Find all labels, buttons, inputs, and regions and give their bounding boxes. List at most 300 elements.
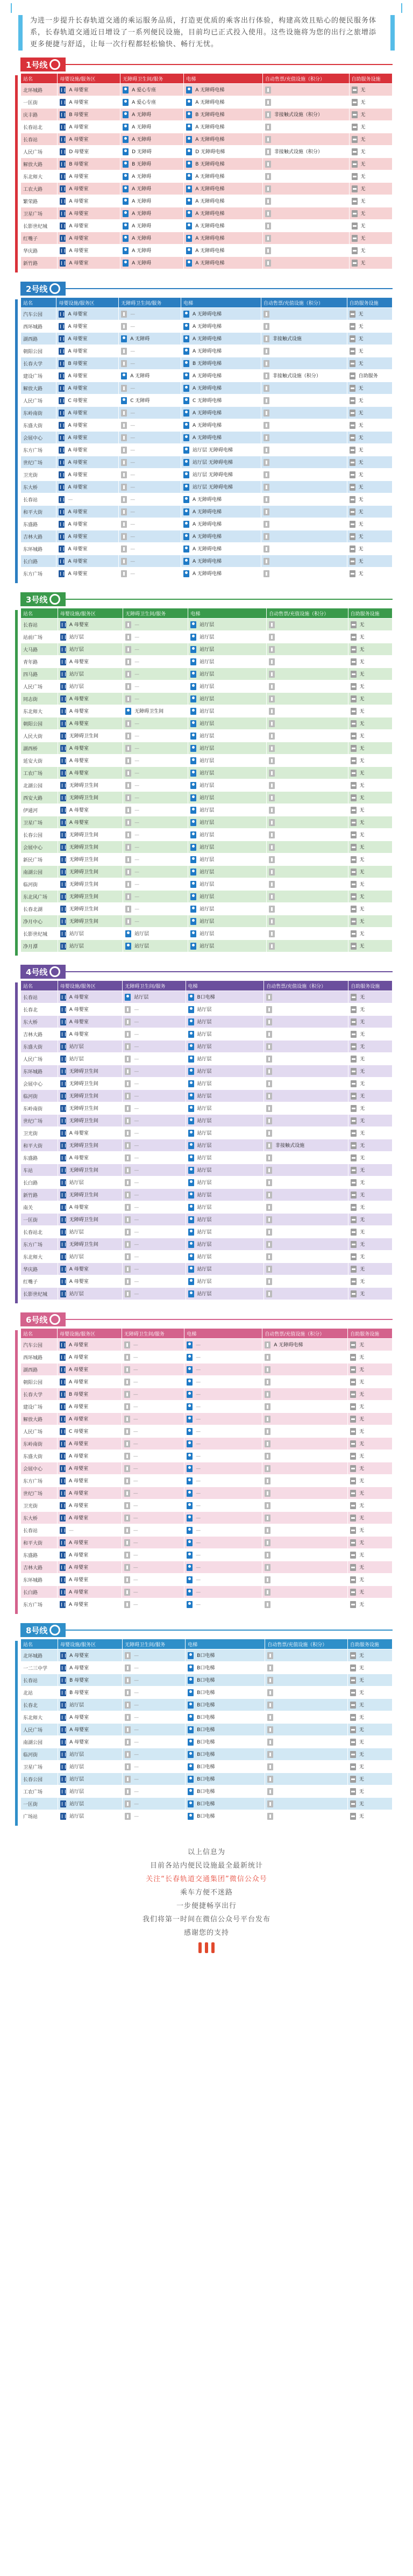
nursing-icon <box>60 1229 66 1236</box>
facility-text: 站厅层 <box>200 944 215 949</box>
accessible-icon <box>124 1453 130 1460</box>
table-row <box>21 232 393 245</box>
service-icon <box>352 223 358 229</box>
accessible-icon <box>121 546 127 552</box>
facility-cell <box>58 1251 123 1263</box>
column-header: 站名 <box>21 1639 58 1649</box>
line-rail <box>15 1641 18 1826</box>
station-label: 长春站 <box>23 137 38 143</box>
station-label: 世纪广场 <box>23 1491 43 1497</box>
nursing-icon <box>60 1006 66 1013</box>
accessible-icon <box>125 1216 131 1223</box>
facility-text: — <box>133 1527 138 1533</box>
ticket-icon <box>266 1179 272 1186</box>
table-row <box>21 1053 393 1065</box>
facility-text: A 母婴室 <box>68 448 88 453</box>
accessible-icon <box>125 658 131 665</box>
elevator-icon <box>188 1751 194 1758</box>
elevator-icon <box>188 1776 194 1783</box>
facility-cell <box>348 829 392 841</box>
accessible-icon <box>125 621 131 628</box>
table-row <box>21 207 393 220</box>
facility-text: 站厅层 <box>200 919 215 924</box>
facility-cell <box>184 1499 262 1512</box>
facility-text: 无 <box>360 1118 365 1124</box>
facility-cell <box>181 382 261 394</box>
station-label: 南关 <box>23 1205 33 1211</box>
elevator-icon <box>186 223 192 229</box>
column-header: 自助服务设施 <box>347 1639 392 1649</box>
table-row <box>21 407 393 419</box>
facility-cell <box>348 1127 393 1139</box>
facility-cell <box>123 991 186 1003</box>
facility-cell <box>123 1748 186 1761</box>
facility-cell <box>58 1351 122 1364</box>
ticket-icon <box>266 1192 272 1199</box>
accessible-icon <box>121 484 127 491</box>
ticket-icon <box>264 459 269 466</box>
elevator-icon <box>190 930 196 937</box>
accessible-icon <box>123 198 129 205</box>
facility-text: — <box>130 460 136 465</box>
facility-cell <box>267 816 348 829</box>
facility-text: 无 <box>359 1479 365 1484</box>
station-label: 一匡街 <box>23 1802 38 1807</box>
station-label: 东大桥 <box>23 1516 38 1522</box>
elevator-icon <box>183 372 189 379</box>
accessible-icon <box>125 1068 131 1075</box>
facility-text: 无障碍卫生间 <box>69 1193 98 1198</box>
station-label: 一二三中学 <box>23 1666 48 1671</box>
facility-text: 站厅层 <box>197 1254 212 1260</box>
accessible-icon <box>121 410 127 417</box>
facility-cell <box>348 1201 393 1214</box>
facility-cell <box>119 469 181 481</box>
ticket-icon <box>266 1266 272 1273</box>
facility-cell <box>58 1388 122 1401</box>
station-label: 净月潭 <box>23 944 38 950</box>
facility-text: 无 <box>359 907 365 912</box>
facility-text: A 无障碍 <box>132 236 152 241</box>
facility-text: — <box>134 1813 139 1819</box>
service-icon <box>352 198 358 205</box>
facility-text: A 爱心专座 <box>132 88 156 93</box>
facility-text: 站厅层 <box>200 697 215 702</box>
table-row <box>21 220 393 232</box>
facility-text: A 母婴室 <box>69 186 89 192</box>
accessible-icon <box>125 869 131 876</box>
facility-text: A 母婴室 <box>69 1131 89 1136</box>
facility-cell <box>188 730 267 742</box>
facility-cell <box>262 1574 348 1586</box>
facility-text: A 母婴室 <box>69 659 89 665</box>
nursing-icon <box>60 1564 66 1571</box>
facility-cell <box>261 530 347 543</box>
facility-cell <box>262 183 349 195</box>
facility-cell <box>188 755 267 767</box>
service-icon <box>351 1142 357 1149</box>
facility-cell <box>184 207 263 220</box>
facility-text: 无 <box>359 1380 365 1385</box>
facility-table <box>20 980 393 1300</box>
facility-cell <box>58 841 123 853</box>
column-header: 站名 <box>21 981 58 991</box>
station-label: 站前广场 <box>23 635 43 641</box>
station-name <box>21 1724 58 1736</box>
facility-text: A 无障碍 <box>132 211 152 217</box>
facility-text: A 无障碍电梯 <box>192 559 222 564</box>
nursing-icon <box>60 1552 66 1559</box>
accessible-icon <box>125 1241 131 1248</box>
facility-text: 站厅层 <box>200 721 215 727</box>
facility-cell <box>184 1339 262 1351</box>
top-decoration <box>0 0 413 15</box>
facility-text: A 母婴室 <box>68 547 88 552</box>
facility-text: — <box>134 622 140 628</box>
station-name <box>21 730 58 742</box>
facility-cell <box>186 1699 265 1711</box>
station-name <box>21 1761 58 1773</box>
station-label: 东岭南街 <box>23 1106 43 1112</box>
facility-cell <box>188 891 267 903</box>
facility-cell <box>348 1275 393 1288</box>
elevator-icon <box>188 1130 194 1137</box>
nursing-icon <box>60 1751 66 1758</box>
ticket-icon <box>269 893 275 900</box>
accessible-icon <box>124 1366 130 1373</box>
facility-cell <box>347 1649 392 1662</box>
facility-text: A 无障碍电梯 <box>192 534 222 540</box>
facility-text: 无 <box>360 1044 365 1050</box>
facility-text: A 无障碍电梯 <box>192 386 222 391</box>
nursing-icon <box>59 372 65 379</box>
ticket-icon <box>266 1229 272 1236</box>
elevator-icon <box>183 459 189 466</box>
facility-cell <box>349 183 392 195</box>
table-row <box>21 742 393 755</box>
elevator-icon <box>188 1080 194 1087</box>
nursing-icon <box>60 856 66 863</box>
facility-cell <box>58 158 120 170</box>
ticket-icon <box>266 1278 272 1285</box>
facility-cell <box>188 656 267 668</box>
nursing-icon <box>60 1490 66 1497</box>
facility-text: — <box>134 844 140 850</box>
facility-text: 站厅层 <box>197 1069 212 1074</box>
elevator-icon <box>187 1490 193 1497</box>
facility-text: 无 <box>358 510 364 515</box>
facility-cell <box>123 1810 186 1822</box>
nursing-icon <box>60 136 66 143</box>
facility-text: 无 <box>360 1230 365 1235</box>
accessible-icon <box>125 794 131 801</box>
nursing-icon <box>59 570 65 577</box>
elevator-icon <box>188 1105 194 1112</box>
facility-cell <box>265 1748 348 1761</box>
facility-cell <box>123 1214 186 1226</box>
service-icon <box>350 1576 356 1583</box>
intro-block <box>26 15 387 51</box>
facility-cell <box>119 543 181 555</box>
elevator-icon <box>190 943 196 950</box>
facility-cell <box>184 195 263 207</box>
facility-cell <box>184 1549 262 1561</box>
ticket-icon <box>265 1552 270 1559</box>
accessible-icon <box>125 1739 131 1746</box>
line-section <box>0 57 413 275</box>
table-row <box>21 518 393 530</box>
accessible-icon <box>125 1266 131 1273</box>
facility-cell <box>123 1699 186 1711</box>
station-label: 汽车公园 <box>23 312 43 318</box>
ticket-icon <box>265 210 271 217</box>
station-label: 长春站北 <box>23 125 43 131</box>
elevator-icon <box>188 1031 194 1038</box>
station-name <box>21 84 58 96</box>
facility-text: 无障碍卫生间 <box>69 1168 98 1173</box>
column-header: 自动售票/充值设施（积分） <box>261 298 347 308</box>
nursing-icon <box>60 1726 66 1733</box>
facility-cell <box>184 245 263 257</box>
facility-text: 无障碍卫生间 <box>69 833 98 838</box>
facility-cell <box>122 1524 184 1537</box>
ticket-icon <box>269 757 275 764</box>
facility-cell <box>348 1176 393 1189</box>
facility-cell <box>58 1115 123 1127</box>
station-name <box>21 680 58 693</box>
facility-cell <box>56 568 119 580</box>
facility-text: 无障碍卫生间 <box>69 1242 98 1247</box>
station-name <box>21 1102 58 1115</box>
table-row <box>21 1810 393 1822</box>
facility-cell <box>264 1065 348 1078</box>
table-row <box>21 1226 393 1238</box>
accessible-icon <box>125 745 131 752</box>
facility-cell <box>267 643 348 656</box>
facility-text: — <box>134 733 140 739</box>
nursing-icon <box>59 360 65 367</box>
facility-text: 无 <box>359 672 365 677</box>
ticket-icon <box>269 634 275 641</box>
facility-cell <box>123 1201 186 1214</box>
facility-cell <box>119 530 181 543</box>
facility-text: — <box>196 1490 201 1496</box>
facility-cell <box>119 320 181 333</box>
facility-cell <box>181 481 261 493</box>
facility-cell <box>58 1662 123 1674</box>
accessible-icon <box>121 558 127 565</box>
facility-cell <box>58 1139 123 1152</box>
facility-text: 站厅层 <box>69 672 84 677</box>
station-name <box>21 1810 58 1822</box>
facility-cell <box>184 1351 262 1364</box>
line-header-rule <box>66 288 393 289</box>
service-icon <box>350 1652 356 1659</box>
facility-cell <box>261 518 347 530</box>
facility-cell <box>264 1115 348 1127</box>
facility-text: A 无障碍电梯 <box>195 137 225 142</box>
elevator-icon <box>186 99 192 106</box>
facility-text: 站厅层 <box>200 622 215 628</box>
line-header-rule <box>66 1630 393 1631</box>
station-name <box>21 1413 58 1425</box>
facility-cell <box>123 1662 186 1674</box>
table-row <box>21 1041 393 1053</box>
facility-text: A 无障碍电梯 <box>192 435 222 441</box>
ticket-icon <box>266 1080 272 1087</box>
facility-text: A 母婴室 <box>69 125 89 130</box>
facility-text: — <box>133 1503 138 1509</box>
table-row <box>21 1537 393 1549</box>
ticket-icon <box>266 1142 272 1149</box>
facility-text: B口电梯 <box>197 1777 215 1782</box>
facility-cell <box>122 1376 184 1388</box>
facility-table <box>20 1639 393 1822</box>
facility-cell <box>123 866 188 878</box>
facility-cell <box>261 506 347 518</box>
ticket-icon <box>265 1341 270 1348</box>
service-icon <box>351 1105 357 1112</box>
facility-cell <box>123 1785 186 1798</box>
facility-cell <box>267 928 348 940</box>
facility-text: 站厅层 无障碍电梯 <box>192 485 233 490</box>
facility-cell <box>347 1736 392 1748</box>
nursing-icon <box>60 1589 66 1596</box>
facility-text: A 母婴室 <box>69 1404 89 1410</box>
service-icon <box>350 422 355 429</box>
column-header: 电梯 <box>181 298 261 308</box>
table-row <box>21 1798 393 1810</box>
facility-text: — <box>196 1416 201 1422</box>
ticket-icon <box>269 869 275 876</box>
facility-cell <box>188 866 267 878</box>
station-name <box>21 407 56 419</box>
facility-cell <box>56 481 119 493</box>
facility-cell <box>58 631 123 643</box>
table-row <box>21 1201 393 1214</box>
service-icon <box>350 521 355 528</box>
station-label: 长春站 <box>23 622 38 628</box>
facility-text: — <box>196 1552 201 1558</box>
station-name <box>21 693 58 705</box>
ticket-icon <box>265 1416 270 1423</box>
elevator-icon <box>190 733 196 740</box>
facility-text: A 母婴室 <box>69 1380 89 1385</box>
facility-cell <box>56 518 119 530</box>
facility-cell <box>264 1176 348 1189</box>
service-icon <box>351 782 357 789</box>
accessible-icon <box>124 1601 130 1608</box>
station-name <box>21 1537 58 1549</box>
facility-text: A 无障碍电梯 <box>192 312 222 317</box>
facility-text: A 无障碍电梯 <box>195 199 225 204</box>
station-name <box>21 1339 58 1351</box>
facility-cell <box>186 1288 264 1300</box>
ticket-icon <box>265 124 271 131</box>
station-label: 吉林大路 <box>23 534 43 540</box>
facility-cell <box>58 146 120 158</box>
ticket-icon <box>266 1117 272 1124</box>
facility-text: 无障碍卫生间 <box>69 845 98 850</box>
station-label: 人民广场 <box>23 1057 43 1063</box>
facility-text: A 母婴室 <box>69 1355 89 1360</box>
footer-bar-2 <box>205 1942 208 1953</box>
table-row <box>21 1499 393 1512</box>
facility-text: B口电梯 <box>197 1802 215 1807</box>
table-row <box>21 1102 393 1115</box>
facility-cell <box>262 245 349 257</box>
facility-text: 无 <box>359 1343 365 1348</box>
facility-cell <box>348 792 392 804</box>
service-icon <box>351 1018 357 1025</box>
nursing-icon <box>60 1043 66 1050</box>
facility-cell <box>347 1748 392 1761</box>
facility-text: 无 <box>359 1503 365 1509</box>
station-name <box>21 320 56 333</box>
facility-text: 无 <box>359 894 365 900</box>
facility-cell <box>122 1388 184 1401</box>
station-name <box>21 1438 58 1450</box>
facility-cell <box>186 1189 264 1201</box>
service-icon <box>351 1031 357 1038</box>
service-icon <box>350 1527 356 1534</box>
facility-cell <box>348 730 392 742</box>
nursing-icon <box>60 1702 66 1709</box>
facility-cell <box>186 1041 264 1053</box>
service-icon <box>350 372 355 379</box>
nursing-icon <box>60 1800 66 1807</box>
column-header: 自助服务设施 <box>347 298 392 308</box>
service-icon <box>351 1290 357 1297</box>
facility-text: C 母婴室 <box>68 398 88 404</box>
table-row <box>21 469 393 481</box>
facility-text: B 无障碍电梯 <box>192 361 222 367</box>
facility-text: — <box>69 1527 74 1533</box>
accessible-icon <box>121 323 127 330</box>
facility-text: 站厅层 <box>200 734 215 739</box>
nursing-icon <box>60 683 66 690</box>
accessible-icon <box>124 1527 130 1534</box>
accessible-icon <box>121 434 127 441</box>
line-tag <box>20 965 66 979</box>
facility-cell <box>264 1053 348 1065</box>
facility-text: — <box>133 1429 138 1434</box>
facility-cell <box>123 1275 186 1288</box>
service-icon <box>351 1006 357 1013</box>
elevator-icon <box>183 434 189 441</box>
ticket-icon <box>266 1093 272 1100</box>
table-row <box>21 1003 393 1016</box>
table-row <box>21 195 393 207</box>
station-name <box>21 394 56 407</box>
elevator-icon <box>183 360 189 367</box>
facility-cell <box>58 1810 123 1822</box>
facility-cell <box>123 829 188 841</box>
ticket-icon <box>265 161 271 168</box>
facility-cell <box>58 1761 123 1773</box>
facility-cell <box>264 991 348 1003</box>
station-name <box>21 656 58 668</box>
facility-text: 无 <box>359 1441 365 1447</box>
facility-text: — <box>134 1653 139 1659</box>
facility-cell <box>347 394 392 407</box>
service-icon <box>350 1428 356 1435</box>
service-icon <box>350 471 355 478</box>
facility-text: — <box>130 422 136 428</box>
table-row <box>21 456 393 469</box>
facility-text: — <box>134 1180 139 1186</box>
station-name <box>21 555 56 568</box>
